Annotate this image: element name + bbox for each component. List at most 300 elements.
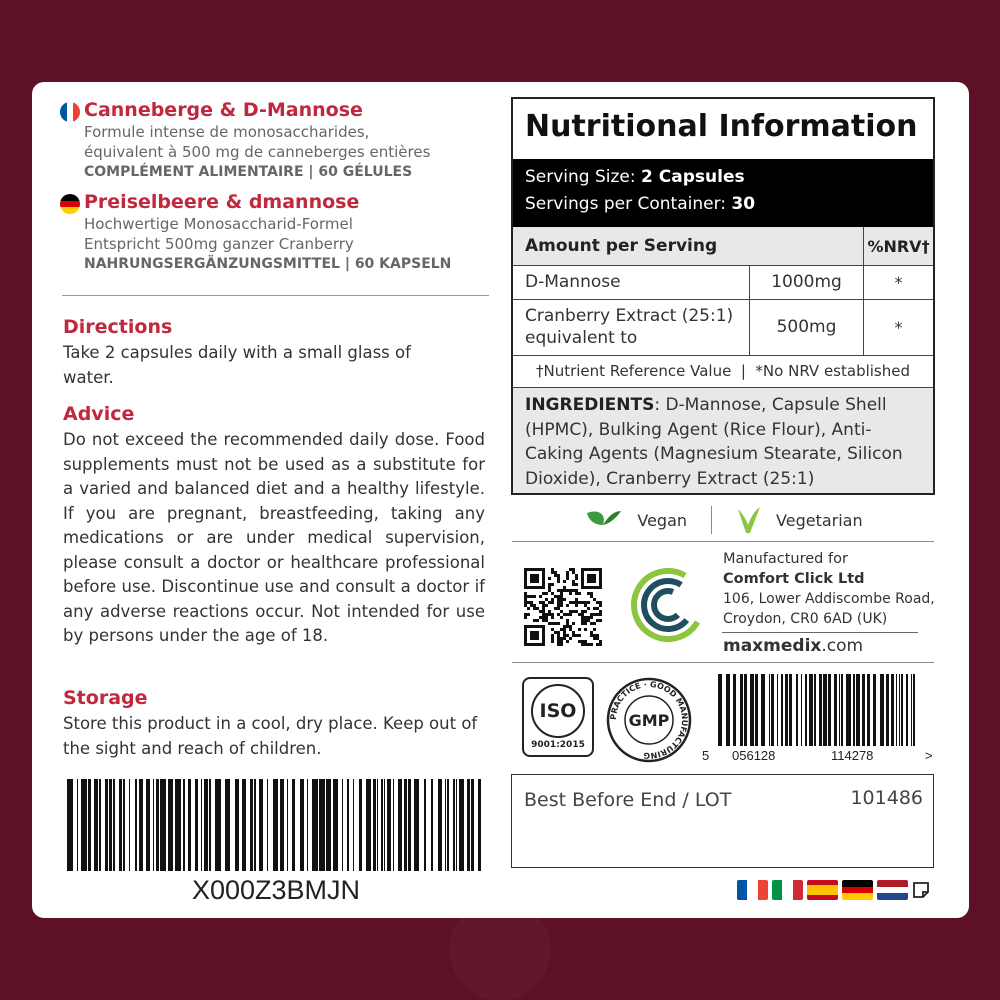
barcode-bar <box>873 674 876 746</box>
qr-module <box>557 631 560 634</box>
barcode-bar <box>209 779 210 871</box>
barcode-bar <box>789 674 792 746</box>
row-nrv: * <box>863 299 933 355</box>
vegetarian-v-icon <box>736 505 762 535</box>
barcode-bar <box>913 674 915 746</box>
barcode-bar <box>761 674 765 746</box>
qr-module <box>566 574 569 577</box>
page-curl-icon <box>912 881 930 899</box>
divider <box>512 541 934 542</box>
qr-module <box>533 607 536 610</box>
qr-module <box>524 604 527 607</box>
qr-module <box>572 601 575 604</box>
label-card <box>32 82 969 918</box>
qr-module <box>572 610 575 613</box>
qr-module <box>590 592 593 595</box>
manufacturer-block <box>723 549 935 629</box>
qr-module <box>572 583 575 586</box>
spain-flag-icon <box>807 880 838 900</box>
qr-module <box>584 622 587 625</box>
barcode-bar <box>740 674 743 746</box>
barcode-bar <box>886 674 889 746</box>
qr-module <box>569 625 572 628</box>
qr-module <box>581 610 584 613</box>
qr-module <box>548 583 551 586</box>
qr-module <box>563 637 566 640</box>
nutrition-table <box>511 97 935 495</box>
barcode-bar <box>267 779 268 871</box>
barcode-bar <box>377 779 378 871</box>
barcode-bar <box>77 779 78 871</box>
qr-module <box>551 583 554 586</box>
barcode-bar <box>81 779 87 871</box>
qr-module <box>557 607 560 610</box>
barcode-bar <box>175 779 181 871</box>
qr-module <box>530 604 533 607</box>
barcode-bar <box>467 779 470 871</box>
qr-module <box>581 622 584 625</box>
qr-module <box>533 619 536 622</box>
row-nrv: * <box>863 265 933 299</box>
barcode-bar <box>414 779 420 871</box>
qr-module <box>524 616 527 619</box>
barcode-bar <box>777 674 778 746</box>
servings-value: 30 <box>731 194 756 214</box>
qr-module <box>527 607 530 610</box>
qr-module <box>551 598 554 601</box>
qr-module <box>584 640 587 643</box>
qr-module <box>587 619 590 622</box>
barcode-bar <box>453 779 454 871</box>
barcode-bar <box>771 674 774 746</box>
qr-module <box>587 601 590 604</box>
qr-module <box>584 610 587 613</box>
qr-module <box>581 640 584 643</box>
barcode-bar <box>135 779 138 871</box>
qr-module <box>524 592 527 595</box>
qr-module <box>566 622 569 625</box>
barcode-bar <box>88 779 91 871</box>
qr-module <box>596 601 599 604</box>
serving-info <box>513 159 933 227</box>
qr-finder <box>587 574 596 583</box>
qr-module <box>557 604 560 607</box>
qr-module <box>584 604 587 607</box>
qr-module <box>551 622 554 625</box>
barcode-bar <box>424 779 427 871</box>
qr-module <box>539 616 542 619</box>
qr-module <box>548 586 551 589</box>
qr-module <box>590 616 593 619</box>
qr-module <box>539 601 542 604</box>
qr-module <box>563 580 566 583</box>
qr-module <box>536 607 539 610</box>
qr-module <box>578 592 581 595</box>
qr-module <box>563 613 566 616</box>
language-flags <box>737 880 930 900</box>
barcode-bar <box>292 779 295 871</box>
qr-module <box>584 619 587 622</box>
fnsku-barcode <box>67 779 485 871</box>
qr-module <box>575 601 578 604</box>
maxmedix-logo-icon <box>627 564 709 646</box>
best-before-label: Best Before End / LOT <box>524 789 732 811</box>
barcode-bar <box>796 674 798 746</box>
qr-module <box>578 601 581 604</box>
barcode-bar <box>160 779 166 871</box>
barcode-bar <box>828 674 831 746</box>
qr-module <box>575 604 578 607</box>
barcode-bar <box>312 779 318 871</box>
german-line-3: NAHRUNGSERGÄNZUNGSMITTEL | 60 KAPSELN <box>84 256 452 272</box>
qr-module <box>566 634 569 637</box>
qr-module <box>590 595 593 598</box>
qr-module <box>599 640 602 643</box>
diet-badges <box>512 500 934 540</box>
qr-module <box>566 640 569 643</box>
qr-module <box>560 610 563 613</box>
qr-module <box>551 628 554 631</box>
qr-module <box>578 613 581 616</box>
qr-module <box>563 586 566 589</box>
qr-module <box>548 610 551 613</box>
barcode-bar <box>823 674 827 746</box>
qr-module <box>593 622 596 625</box>
qr-module <box>542 610 545 613</box>
qr-module <box>566 604 569 607</box>
ingredients-label: INGREDIENTS <box>525 395 655 415</box>
qr-module <box>593 607 596 610</box>
barcode-bar <box>846 674 850 746</box>
barcode-bar <box>880 674 884 746</box>
qr-module <box>551 568 554 571</box>
french-line-2: équivalent à 500 mg de canneberges entières <box>84 143 431 161</box>
italy-flag-icon <box>772 880 803 900</box>
qr-module <box>572 568 575 571</box>
qr-module <box>569 613 572 616</box>
barcode-bar <box>755 674 758 746</box>
qr-module <box>560 598 563 601</box>
barcode-bar <box>319 779 325 871</box>
qr-module <box>587 616 590 619</box>
gmp-center-text: GMP <box>628 711 670 730</box>
iso-globe-icon: ISO <box>531 684 585 738</box>
qr-module <box>539 595 542 598</box>
qr-module <box>533 595 536 598</box>
manufacturer-company: Comfort Click Ltd <box>723 571 865 587</box>
barcode-bar <box>273 779 279 871</box>
qr-module <box>560 595 563 598</box>
qr-module <box>557 637 560 640</box>
qr-module <box>542 613 545 616</box>
qr-module <box>593 628 596 631</box>
barcode-bar <box>899 674 900 746</box>
barcode-bar <box>307 779 308 871</box>
barcode-bar <box>901 674 903 746</box>
barcode-bar <box>99 779 100 871</box>
qr-module <box>581 601 584 604</box>
qr-module <box>572 589 575 592</box>
qr-module <box>542 607 545 610</box>
qr-module <box>575 610 578 613</box>
barcode-bar <box>373 779 376 871</box>
qr-module <box>599 610 602 613</box>
qr-module <box>563 628 566 631</box>
nrv-footnote: †Nutrient Reference Value | *No NRV established <box>535 362 910 380</box>
qr-module <box>560 592 563 595</box>
qr-module <box>563 634 566 637</box>
badge-separator <box>711 506 712 534</box>
advice-text: Do not exceed the recommended daily dose. Food supplements must not be used as a substitute for a varied and balanced diet and a healthy lifestyle. If you are pregnant, breastfeeding, taking any medications or are under medical supervision, please consult a doctor or healthcare professional before use. Discontinue use and consult a doctor if any adverse reactions occur. Not intended for use by persons under the age of 18. <box>63 430 485 645</box>
manufacturer-line: Manufactured for <box>723 551 848 567</box>
barcode-bar <box>347 779 348 871</box>
qr-module <box>551 616 554 619</box>
gmp-badge-icon <box>606 677 692 763</box>
barcode-bar <box>718 674 722 746</box>
qr-module <box>584 643 587 646</box>
qr-module <box>548 589 551 592</box>
barcode-bar <box>254 779 255 871</box>
netherlands-flag-icon <box>877 880 908 900</box>
qr-module <box>566 613 569 616</box>
barcode-bar <box>259 779 263 871</box>
qr-module <box>557 601 560 604</box>
qr-module <box>542 604 545 607</box>
qr-module <box>554 622 557 625</box>
barcode-bar <box>287 779 288 871</box>
qr-module <box>557 598 560 601</box>
qr-module <box>584 628 587 631</box>
qr-module <box>596 613 599 616</box>
gmp-ring-text: PRACTICE · GOOD MANUFACTURING <box>608 679 690 761</box>
barcode-bar <box>733 674 736 746</box>
qr-module <box>590 622 593 625</box>
barcode-bar <box>119 779 122 871</box>
amount-header: Amount per Serving <box>525 236 718 256</box>
barcode-bar <box>123 779 124 871</box>
germany-flag-icon <box>60 194 80 214</box>
qr-module <box>545 619 548 622</box>
row-name: Cranberry Extract (25:1) equivalent to <box>525 306 734 348</box>
qr-module <box>569 589 572 592</box>
qr-module <box>587 607 590 610</box>
barcode-bar <box>342 779 343 871</box>
qr-module <box>575 577 578 580</box>
qr-module <box>572 631 575 634</box>
barcode-bar <box>156 779 159 871</box>
qr-module <box>569 628 572 631</box>
barcode-bar <box>139 779 143 871</box>
qr-module <box>593 598 596 601</box>
qr-module <box>572 580 575 583</box>
qr-module <box>572 571 575 574</box>
barcode-bar <box>398 779 402 871</box>
table-row <box>513 265 933 300</box>
ingredients-block <box>513 388 933 493</box>
ean-digits-left: 056128 <box>732 748 776 763</box>
barcode-bar <box>431 779 434 871</box>
barcode-bar <box>242 779 246 871</box>
qr-module <box>569 592 572 595</box>
barcode-bar <box>384 779 385 871</box>
left-divider <box>62 295 489 296</box>
directions-title: Directions <box>63 316 173 338</box>
qr-module <box>557 595 560 598</box>
qr-module <box>593 613 596 616</box>
serving-size-label: Serving Size: <box>525 167 642 187</box>
qr-module <box>575 583 578 586</box>
barcode-bar <box>781 674 783 746</box>
website-link[interactable] <box>723 636 863 656</box>
qr-module <box>578 628 581 631</box>
barcode-bar <box>834 674 836 746</box>
vegan-label: Vegan <box>637 510 688 530</box>
qr-module <box>542 592 545 595</box>
barcode-bar <box>867 674 870 746</box>
qr-module <box>593 637 596 640</box>
qr-finder <box>530 631 539 640</box>
qr-module <box>545 598 548 601</box>
barcode-bar <box>393 779 394 871</box>
qr-module <box>551 634 554 637</box>
barcode-bar <box>769 674 770 746</box>
row-amount: 500mg <box>749 299 863 355</box>
qr-module <box>581 616 584 619</box>
barcode-bar <box>438 779 442 871</box>
barcode-bar <box>113 779 114 871</box>
qr-module <box>578 634 581 637</box>
barcode-bar <box>911 674 912 746</box>
barcode-bar <box>478 779 481 871</box>
qr-module <box>566 625 569 628</box>
qr-module <box>524 598 527 601</box>
qr-module <box>563 589 566 592</box>
qr-module <box>563 625 566 628</box>
qr-module <box>566 619 569 622</box>
qr-module <box>587 592 590 595</box>
barcode-bar <box>750 674 753 746</box>
qr-module <box>551 592 554 595</box>
germany-flag-icon <box>842 880 873 900</box>
qr-module <box>557 622 560 625</box>
qr-module <box>569 610 572 613</box>
qr-module <box>560 616 563 619</box>
barcode-bar <box>201 779 202 871</box>
advice-title: Advice <box>63 403 135 425</box>
qr-module <box>554 631 557 634</box>
qr-module <box>584 601 587 604</box>
website-bold: maxmedix <box>723 636 822 656</box>
qr-module <box>545 592 548 595</box>
ean-digits-right: 114278 <box>831 748 874 763</box>
qr-module <box>545 604 548 607</box>
qr-module <box>599 601 602 604</box>
qr-module <box>563 598 566 601</box>
qr-module <box>557 613 560 616</box>
qr-module <box>599 619 602 622</box>
barcode-bar <box>841 674 843 746</box>
row-name: D-Mannose <box>525 272 621 292</box>
manufacturer-address-2: Croydon, CR0 6AD (UK) <box>723 611 888 627</box>
qr-module <box>569 568 572 571</box>
qr-module <box>557 634 560 637</box>
qr-module <box>560 637 563 640</box>
qr-module <box>575 598 578 601</box>
qr-module <box>596 619 599 622</box>
qr-module <box>584 616 587 619</box>
qr-module <box>557 574 560 577</box>
qr-module <box>581 619 584 622</box>
qr-module <box>566 577 569 580</box>
qr-module <box>548 577 551 580</box>
barcode-bar <box>67 779 73 871</box>
barcode-bar <box>744 674 747 746</box>
france-flag-icon <box>60 102 80 122</box>
barcode-bar <box>153 779 154 871</box>
qr-module <box>569 601 572 604</box>
qr-module <box>590 631 593 634</box>
qr-module <box>554 571 557 574</box>
qr-module <box>575 574 578 577</box>
qr-module <box>596 607 599 610</box>
barcode-bar <box>471 779 474 871</box>
iso-sub: 9001:2015 <box>531 740 585 750</box>
qr-module <box>581 643 584 646</box>
barcode-bar <box>326 779 330 871</box>
qr-module <box>524 613 527 616</box>
barcode-bar <box>906 674 908 746</box>
qr-module <box>560 640 563 643</box>
barcode-bar <box>456 779 457 871</box>
lot-number: 101486 <box>850 787 923 809</box>
barcode-bar <box>853 674 855 746</box>
barcode-bar <box>168 779 172 871</box>
qr-code <box>524 568 602 646</box>
qr-module <box>599 604 602 607</box>
qr-module <box>569 637 572 640</box>
row-amount: 1000mg <box>749 265 863 299</box>
storage-title: Storage <box>63 687 148 709</box>
barcode-bar <box>408 779 411 871</box>
barcode-bar <box>445 779 446 871</box>
directions-text: Take 2 capsules daily with a small glass of water. <box>63 343 411 387</box>
qr-module <box>590 613 593 616</box>
website-rest: .com <box>821 636 864 656</box>
table-row <box>513 299 933 356</box>
qr-finder <box>530 574 539 583</box>
barcode-bar <box>359 779 362 871</box>
german-title: Preiselbeere & dmannose <box>84 191 360 213</box>
qr-module <box>566 589 569 592</box>
best-before-box <box>511 774 934 868</box>
qr-module <box>551 613 554 616</box>
barcode-bar <box>785 674 788 746</box>
qr-module <box>572 622 575 625</box>
barcode-bar <box>839 674 840 746</box>
qr-module <box>557 643 560 646</box>
qr-module <box>551 640 554 643</box>
qr-module <box>554 595 557 598</box>
barcode-bar <box>333 779 337 871</box>
qr-module <box>572 634 575 637</box>
barcode-bar <box>862 674 864 746</box>
qr-module <box>524 601 527 604</box>
qr-module <box>542 616 545 619</box>
qr-module <box>578 640 581 643</box>
german-line-1: Hochwertige Monosaccharid-Formel <box>84 215 353 233</box>
barcode-bar <box>891 674 894 746</box>
vegan-leaf-icon <box>583 507 623 533</box>
